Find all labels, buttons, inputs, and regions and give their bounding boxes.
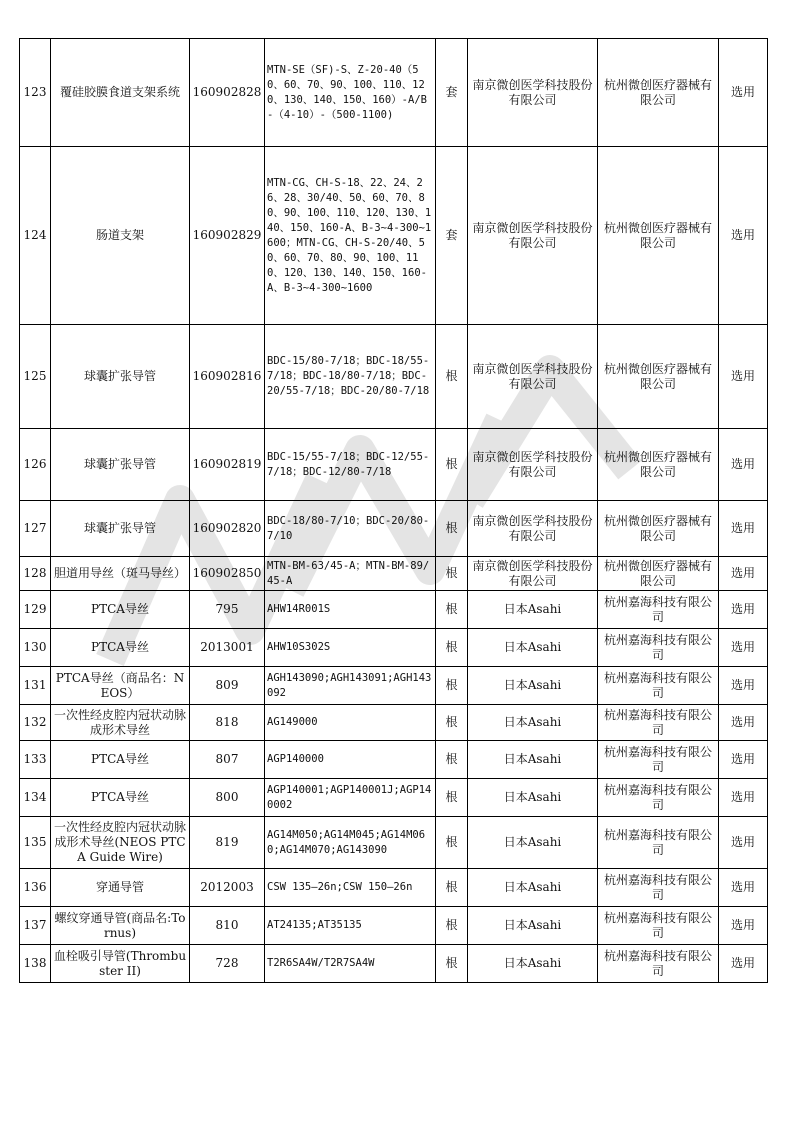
table-row: [20, 907, 768, 945]
product-name-cell: 肠道支架: [51, 147, 190, 325]
product-code-cell: 810: [190, 907, 265, 945]
unit-cell: 根: [436, 591, 468, 629]
specification-cell: MTN-SE（SF)-S、Z-20-40（50、60、70、90、100、110、120、130、140、150、160）-A/B-（4-10）-（500-1100): [265, 39, 436, 147]
product-name-cell: PTCA导丝: [51, 629, 190, 667]
table-row: [20, 817, 768, 869]
manufacturer-cell: 日本Asahi: [468, 591, 598, 629]
specification-cell: AHW14R001S: [265, 591, 436, 629]
unit-cell: 根: [436, 629, 468, 667]
row-number-cell: 123: [20, 39, 51, 147]
supplier-cell: 杭州微创医疗器械有限公司: [598, 429, 719, 501]
product-code-cell: 160902828: [190, 39, 265, 147]
specification-cell: BDC-18/80-7/10；BDC-20/80-7/10: [265, 501, 436, 557]
product-code-cell: 160902820: [190, 501, 265, 557]
manufacturer-cell: 南京微创医学科技股份有限公司: [468, 429, 598, 501]
row-number-cell: 131: [20, 667, 51, 705]
usage-type-cell: 选用: [719, 907, 768, 945]
product-name-cell: 胆道用导丝（斑马导丝）: [51, 557, 190, 591]
row-number-cell: 125: [20, 325, 51, 429]
manufacturer-cell: 南京微创医学科技股份有限公司: [468, 39, 598, 147]
product-code-cell: 807: [190, 741, 265, 779]
consumables-table: [19, 38, 768, 983]
product-name-cell: 血栓吸引导管(Thrombuster II): [51, 945, 190, 983]
table-row: [20, 869, 768, 907]
specification-cell: AHW10S302S: [265, 629, 436, 667]
specification-cell: BDC-15/55-7/18；BDC-12/55-7/18；BDC-12/80-7/18: [265, 429, 436, 501]
unit-cell: 根: [436, 779, 468, 817]
supplier-cell: 杭州嘉海科技有限公司: [598, 907, 719, 945]
unit-cell: 根: [436, 325, 468, 429]
manufacturer-cell: 日本Asahi: [468, 629, 598, 667]
product-code-cell: 819: [190, 817, 265, 869]
row-number-cell: 136: [20, 869, 51, 907]
table-row: [20, 779, 768, 817]
specification-cell: CSW 135—26n;CSW 150—26n: [265, 869, 436, 907]
supplier-cell: 杭州嘉海科技有限公司: [598, 741, 719, 779]
usage-type-cell: 选用: [719, 325, 768, 429]
manufacturer-cell: 日本Asahi: [468, 907, 598, 945]
table-row: [20, 557, 768, 591]
table-row: [20, 945, 768, 983]
manufacturer-cell: 日本Asahi: [468, 869, 598, 907]
product-code-cell: 800: [190, 779, 265, 817]
table-row: [20, 325, 768, 429]
supplier-cell: 杭州微创医疗器械有限公司: [598, 325, 719, 429]
supplier-cell: 杭州嘉海科技有限公司: [598, 591, 719, 629]
specification-cell: AT24135;AT35135: [265, 907, 436, 945]
unit-cell: 根: [436, 429, 468, 501]
row-number-cell: 124: [20, 147, 51, 325]
unit-cell: 根: [436, 705, 468, 741]
row-number-cell: 132: [20, 705, 51, 741]
supplier-cell: 杭州嘉海科技有限公司: [598, 779, 719, 817]
table-row: [20, 667, 768, 705]
unit-cell: 根: [436, 945, 468, 983]
table-row: [20, 741, 768, 779]
table-row: [20, 591, 768, 629]
unit-cell: 根: [436, 667, 468, 705]
product-name-cell: 覆硅胶膜食道支架系统: [51, 39, 190, 147]
unit-cell: 根: [436, 907, 468, 945]
usage-type-cell: 选用: [719, 945, 768, 983]
product-name-cell: PTCA导丝: [51, 779, 190, 817]
unit-cell: 根: [436, 741, 468, 779]
manufacturer-cell: 日本Asahi: [468, 705, 598, 741]
supplier-cell: 杭州嘉海科技有限公司: [598, 705, 719, 741]
table-row: [20, 705, 768, 741]
supplier-cell: 杭州嘉海科技有限公司: [598, 869, 719, 907]
product-code-cell: 160902816: [190, 325, 265, 429]
unit-cell: 套: [436, 39, 468, 147]
unit-cell: 根: [436, 501, 468, 557]
manufacturer-cell: 日本Asahi: [468, 817, 598, 869]
product-code-cell: 160902819: [190, 429, 265, 501]
usage-type-cell: 选用: [719, 501, 768, 557]
supplier-cell: 杭州微创医疗器械有限公司: [598, 39, 719, 147]
specification-cell: AG149000: [265, 705, 436, 741]
usage-type-cell: 选用: [719, 39, 768, 147]
specification-cell: MTN-CG、CH-S-18、22、24、26、28、30/40、50、60、70、80、90、100、110、120、130、140、150、160-A、B-3~4-300~1600；MTN-CG、CH-S-20/40、50、60、70、80、90、100、110、120、130、140、150、160-A、B-3~4-300~1600: [265, 147, 436, 325]
row-number-cell: 138: [20, 945, 51, 983]
row-number-cell: 133: [20, 741, 51, 779]
usage-type-cell: 选用: [719, 817, 768, 869]
unit-cell: 根: [436, 817, 468, 869]
specification-cell: MTN-BM-63/45-A；MTN-BM-89/45-A: [265, 557, 436, 591]
manufacturer-cell: 日本Asahi: [468, 779, 598, 817]
product-name-cell: 球囊扩张导管: [51, 429, 190, 501]
product-name-cell: 穿通导管: [51, 869, 190, 907]
unit-cell: 根: [436, 869, 468, 907]
product-name-cell: 螺纹穿通导管(商品名:Tornus): [51, 907, 190, 945]
usage-type-cell: 选用: [719, 429, 768, 501]
supplier-cell: 杭州微创医疗器械有限公司: [598, 501, 719, 557]
product-code-cell: 2012003: [190, 869, 265, 907]
product-name-cell: PTCA导丝: [51, 741, 190, 779]
specification-cell: AGH143090;AGH143091;AGH143092: [265, 667, 436, 705]
supplier-cell: 杭州嘉海科技有限公司: [598, 629, 719, 667]
product-name-cell: 球囊扩张导管: [51, 325, 190, 429]
table-row: [20, 147, 768, 325]
supplier-cell: 杭州微创医疗器械有限公司: [598, 147, 719, 325]
product-code-cell: 795: [190, 591, 265, 629]
product-name-cell: 一次性经皮腔内冠状动脉成形术导丝(NEOS PTCA Guide Wire): [51, 817, 190, 869]
manufacturer-cell: 日本Asahi: [468, 945, 598, 983]
table-row: [20, 39, 768, 147]
product-code-cell: 2013001: [190, 629, 265, 667]
usage-type-cell: 选用: [719, 557, 768, 591]
manufacturer-cell: 日本Asahi: [468, 667, 598, 705]
manufacturer-cell: 日本Asahi: [468, 741, 598, 779]
product-name-cell: PTCA导丝: [51, 591, 190, 629]
unit-cell: 根: [436, 557, 468, 591]
manufacturer-cell: 南京微创医学科技股份有限公司: [468, 147, 598, 325]
usage-type-cell: 选用: [719, 147, 768, 325]
usage-type-cell: 选用: [719, 667, 768, 705]
row-number-cell: 130: [20, 629, 51, 667]
manufacturer-cell: 南京微创医学科技股份有限公司: [468, 557, 598, 591]
product-name-cell: 一次性经皮腔内冠状动脉成形术导丝: [51, 705, 190, 741]
usage-type-cell: 选用: [719, 705, 768, 741]
supplier-cell: 杭州微创医疗器械有限公司: [598, 557, 719, 591]
product-code-cell: 809: [190, 667, 265, 705]
supplier-cell: 杭州嘉海科技有限公司: [598, 667, 719, 705]
product-code-cell: 728: [190, 945, 265, 983]
usage-type-cell: 选用: [719, 741, 768, 779]
usage-type-cell: 选用: [719, 629, 768, 667]
row-number-cell: 137: [20, 907, 51, 945]
product-name-cell: 球囊扩张导管: [51, 501, 190, 557]
table-row: [20, 501, 768, 557]
manufacturer-cell: 南京微创医学科技股份有限公司: [468, 325, 598, 429]
product-code-cell: 160902850: [190, 557, 265, 591]
specification-cell: T2R6SA4W/T2R7SA4W: [265, 945, 436, 983]
table-row: [20, 629, 768, 667]
table-body: [20, 39, 768, 983]
specification-cell: BDC-15/80-7/18；BDC-18/55-7/18；BDC-18/80-7/18；BDC-20/55-7/18；BDC-20/80-7/18: [265, 325, 436, 429]
row-number-cell: 128: [20, 557, 51, 591]
unit-cell: 套: [436, 147, 468, 325]
row-number-cell: 126: [20, 429, 51, 501]
usage-type-cell: 选用: [719, 869, 768, 907]
supplier-cell: 杭州嘉海科技有限公司: [598, 945, 719, 983]
specification-cell: AG14M050;AG14M045;AG14M060;AG14M070;AG143090: [265, 817, 436, 869]
product-name-cell: PTCA导丝（商品名：NEOS）: [51, 667, 190, 705]
row-number-cell: 134: [20, 779, 51, 817]
product-code-cell: 160902829: [190, 147, 265, 325]
row-number-cell: 135: [20, 817, 51, 869]
table-row: [20, 429, 768, 501]
usage-type-cell: 选用: [719, 779, 768, 817]
product-code-cell: 818: [190, 705, 265, 741]
usage-type-cell: 选用: [719, 591, 768, 629]
row-number-cell: 127: [20, 501, 51, 557]
specification-cell: AGP140001;AGP140001J;AGP140002: [265, 779, 436, 817]
specification-cell: AGP140000: [265, 741, 436, 779]
row-number-cell: 129: [20, 591, 51, 629]
supplier-cell: 杭州嘉海科技有限公司: [598, 817, 719, 869]
manufacturer-cell: 南京微创医学科技股份有限公司: [468, 501, 598, 557]
